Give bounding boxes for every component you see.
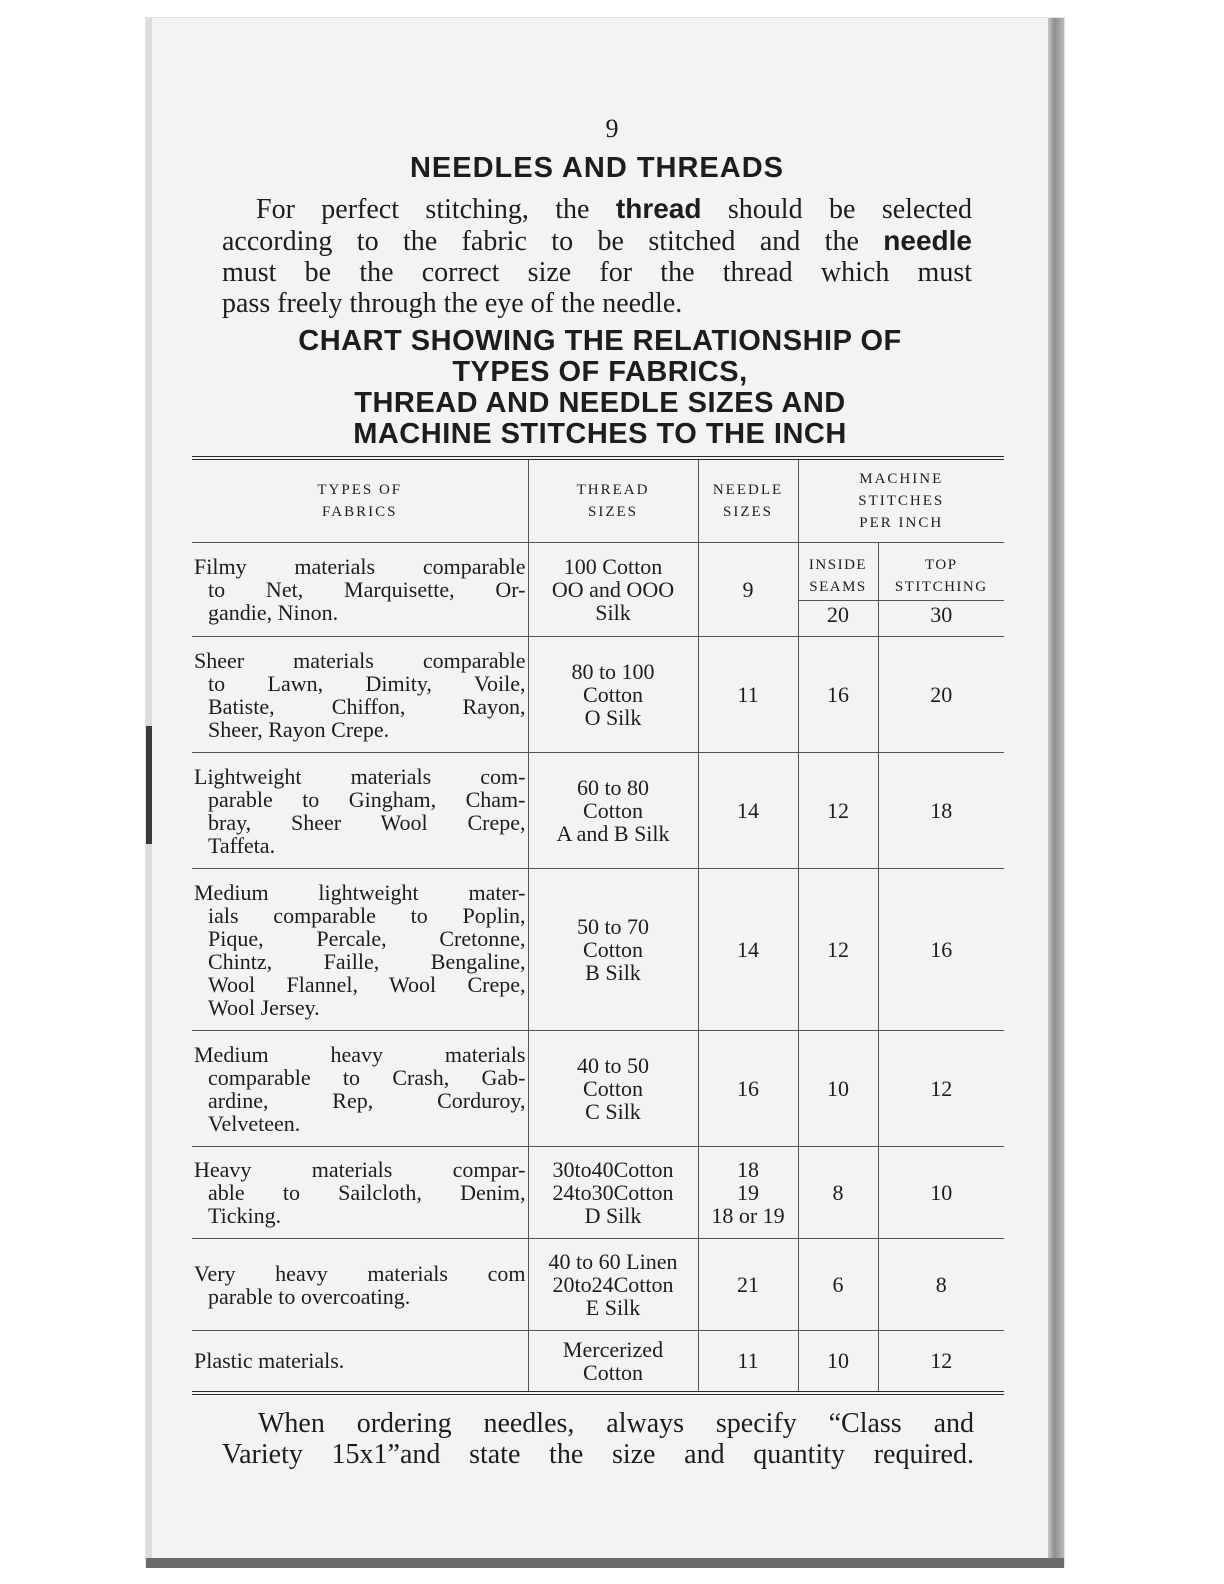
fabric-cell <box>192 1031 528 1147</box>
fabric-cell <box>192 637 528 753</box>
thread-line: D Silk <box>584 1203 642 1228</box>
thread-cell <box>528 1239 698 1331</box>
table-row <box>192 753 1004 869</box>
top-stitching-value: 30 <box>879 600 1005 626</box>
fabric-line: Lightweight materials com- <box>194 763 526 789</box>
fabric-line: Sheer, Rayon Crepe. <box>208 716 390 742</box>
needle-cell <box>698 869 798 1031</box>
fabric-line: to Lawn, Dimity, Voile, <box>208 670 526 696</box>
page-title: NEEDLES AND THREADS <box>409 152 784 184</box>
table-row <box>192 1031 1004 1147</box>
thread-line: 40 to 50 <box>576 1053 650 1078</box>
thread-line: 20to24Cotton <box>552 1272 674 1297</box>
header-thread-sizes <box>528 458 698 543</box>
top-stitching-cell: 8 <box>878 1239 1004 1331</box>
intro-paragraph <box>222 193 972 319</box>
thread-cell <box>528 543 698 637</box>
fabric-line: Ticking. <box>208 1203 282 1228</box>
top-stitching-cell <box>878 543 1004 637</box>
inside-seams-cell: 12 <box>798 869 878 1031</box>
fabric-line: Wool Jersey. <box>208 994 320 1020</box>
top-stitching-cell: 12 <box>878 1031 1004 1147</box>
inside-seams-cell: 8 <box>798 1147 878 1239</box>
inside-seams-cell: 16 <box>798 637 878 753</box>
fabric-cell <box>192 543 528 637</box>
header-fabrics <box>192 458 528 543</box>
header-machine-stitches <box>798 458 1004 543</box>
intro-line-1 <box>222 193 972 225</box>
fabric-line: Medium heavy materials <box>194 1041 526 1067</box>
needle-line: 16 <box>737 1076 759 1101</box>
fabric-line: Very heavy materials com <box>194 1260 526 1286</box>
thread-line: 100 Cotton <box>563 554 663 579</box>
thread-line: 40 to 60 Linen <box>548 1249 678 1274</box>
fabric-thread-needle-table <box>192 456 1004 1395</box>
fabric-line: bray, Sheer Wool Crepe, <box>208 809 526 835</box>
thread-cell <box>528 1147 698 1239</box>
header-text: SEAMS <box>809 578 867 595</box>
needle-line: 9 <box>742 577 754 602</box>
fabric-line: Velveteen. <box>208 1110 301 1136</box>
top-stitching-cell: 18 <box>878 753 1004 869</box>
fabric-line: Heavy materials compar- <box>194 1157 526 1182</box>
spine-mark <box>146 726 152 844</box>
needle-line: 11 <box>737 682 759 707</box>
fabric-cell <box>192 869 528 1031</box>
thread-line: Cotton <box>583 1359 643 1385</box>
fabric-line: gandie, Ninon. <box>208 600 339 625</box>
footer-line-1: When ordering needles, always specify “Class and <box>258 1408 974 1439</box>
table-row <box>192 1239 1004 1331</box>
fabric-line: ardine, Rep, Corduroy, <box>208 1087 526 1113</box>
needle-cell <box>698 1031 798 1147</box>
thread-line: 24to30Cotton <box>552 1180 674 1205</box>
fabric-cell <box>192 753 528 869</box>
thread-line: Cotton <box>583 682 643 707</box>
needle-line: 14 <box>737 798 759 823</box>
header-text: INSIDE <box>808 556 868 573</box>
fabric-cell <box>192 1331 528 1393</box>
table-row <box>192 637 1004 753</box>
fabric-line: comparable to Crash, Gab- <box>208 1064 526 1090</box>
chart-title-line: THREAD AND NEEDLE SIZES AND <box>354 387 846 419</box>
header-text: STITCHES <box>858 493 945 509</box>
header-text: PER INCH <box>859 515 944 531</box>
header-text: SIZES <box>587 504 638 520</box>
fabric-line: Plastic materials. <box>194 1348 345 1374</box>
fabric-line: to Net, Marquisette, Or- <box>208 577 526 602</box>
inside-seams-cell <box>798 543 878 637</box>
fabric-line: Filmy materials comparable <box>194 554 526 579</box>
thread-line: 60 to 80 <box>576 775 650 800</box>
thread-line: E Silk <box>585 1295 641 1320</box>
thread-line: O Silk <box>584 705 642 730</box>
top-stitching-cell: 10 <box>878 1147 1004 1239</box>
thread-line: 80 to 100 <box>571 659 655 684</box>
intro-bold-needle: needle <box>883 225 972 256</box>
thread-line: B Silk <box>585 960 641 985</box>
header-text: SIZES <box>722 504 773 520</box>
top-stitching-cell: 12 <box>878 1331 1004 1393</box>
needle-line: 11 <box>737 1348 759 1374</box>
needle-cell <box>698 637 798 753</box>
top-stitching-cell: 16 <box>878 869 1004 1031</box>
thread-cell <box>528 637 698 753</box>
thread-cell <box>528 1331 698 1393</box>
needle-cell <box>698 1147 798 1239</box>
fabric-line: Batiste, Chiffon, Rayon, <box>208 693 526 719</box>
page-number: 9 <box>605 114 619 143</box>
intro-line-4: pass freely through the eye of the needle. <box>222 288 683 319</box>
table-row <box>192 869 1004 1031</box>
intro-text: For perfect stitching, the <box>256 194 616 225</box>
fabric-cell <box>192 1239 528 1331</box>
page-bottom-edge <box>146 1558 1064 1568</box>
page-edge-shadow <box>1048 18 1064 1566</box>
intro-text: should be selected <box>701 194 972 225</box>
header-text: TOP <box>924 556 958 573</box>
needle-cell <box>698 1331 798 1393</box>
thread-line: Cotton <box>583 937 643 962</box>
subheader-inside-seams <box>799 554 878 598</box>
fabric-line: ials comparable to Poplin, <box>208 902 526 928</box>
intro-line-2 <box>222 225 972 257</box>
intro-bold-thread: thread <box>615 193 702 224</box>
fabric-line: Medium lightweight mater- <box>194 879 526 905</box>
needle-line: 21 <box>737 1272 759 1297</box>
table-row <box>192 1331 1004 1393</box>
fabric-line: Chintz, Faille, Bengaline, <box>208 948 526 974</box>
header-text: TYPES OF <box>317 482 403 498</box>
fabric-line: parable to Gingham, Cham- <box>208 786 526 812</box>
thread-line: A and B Silk <box>556 821 670 846</box>
fabric-line: Wool Flannel, Wool Crepe, <box>208 971 526 997</box>
inside-seams-cell: 10 <box>798 1331 878 1393</box>
fabric-line: Taffeta. <box>208 832 276 858</box>
needle-cell <box>698 543 798 637</box>
inside-seams-value: 20 <box>799 600 878 626</box>
thread-line: 50 to 70 <box>576 914 650 939</box>
needle-line: 14 <box>737 937 759 962</box>
needle-cell <box>698 753 798 869</box>
thread-cell <box>528 869 698 1031</box>
table-row <box>192 543 1004 637</box>
thread-cell <box>528 753 698 869</box>
chart-title-line: TYPES OF FABRICS, <box>452 356 748 388</box>
thread-line: 30to40Cotton <box>552 1157 674 1182</box>
header-text: STITCHING <box>894 578 988 595</box>
thread-cell <box>528 1031 698 1147</box>
needle-line: 18 or 19 <box>711 1203 785 1228</box>
fabric-line: parable to overcoating. <box>208 1283 411 1309</box>
subheader-top-stitching <box>879 554 1005 598</box>
footer-line-2: Variety 15x1”and state the size and quantity required. <box>222 1439 974 1470</box>
chart-title <box>210 326 990 450</box>
intro-line-3: must be the correct size for the thread which must <box>222 257 972 288</box>
header-needle-sizes <box>698 458 798 543</box>
chart-title-line: CHART SHOWING THE RELATIONSHIP OF <box>298 325 902 357</box>
table-row <box>192 1147 1004 1239</box>
header-text: MACHINE <box>859 471 944 487</box>
header-text: FABRICS <box>322 504 398 520</box>
top-stitching-cell: 20 <box>878 637 1004 753</box>
thread-line: Cotton <box>583 1076 643 1101</box>
inside-seams-cell: 6 <box>798 1239 878 1331</box>
fabric-line: Pique, Percale, Cretonne, <box>208 925 526 951</box>
needle-line: 18 <box>737 1157 759 1182</box>
needle-cell <box>698 1239 798 1331</box>
fabric-line: Sheer materials comparable <box>194 647 526 673</box>
thread-line: OO and OOO <box>551 577 675 602</box>
fabric-cell <box>192 1147 528 1239</box>
table-header-row <box>192 458 1004 543</box>
inside-seams-cell: 10 <box>798 1031 878 1147</box>
thread-line: Silk <box>595 600 631 625</box>
header-text: NEEDLE <box>712 482 784 498</box>
intro-text: according to the fabric to be stitched and the <box>222 226 884 257</box>
chart-title-line: MACHINE STITCHES TO THE INCH <box>353 418 847 450</box>
fabric-line: able to Sailcloth, Denim, <box>208 1180 526 1205</box>
thread-line: C Silk <box>585 1099 641 1124</box>
thread-line: Cotton <box>583 798 643 823</box>
thread-line: Mercerized <box>562 1336 664 1362</box>
needle-line: 19 <box>737 1180 759 1205</box>
header-text: THREAD <box>576 482 650 498</box>
footer-note <box>222 1408 974 1470</box>
inside-seams-cell: 12 <box>798 753 878 869</box>
